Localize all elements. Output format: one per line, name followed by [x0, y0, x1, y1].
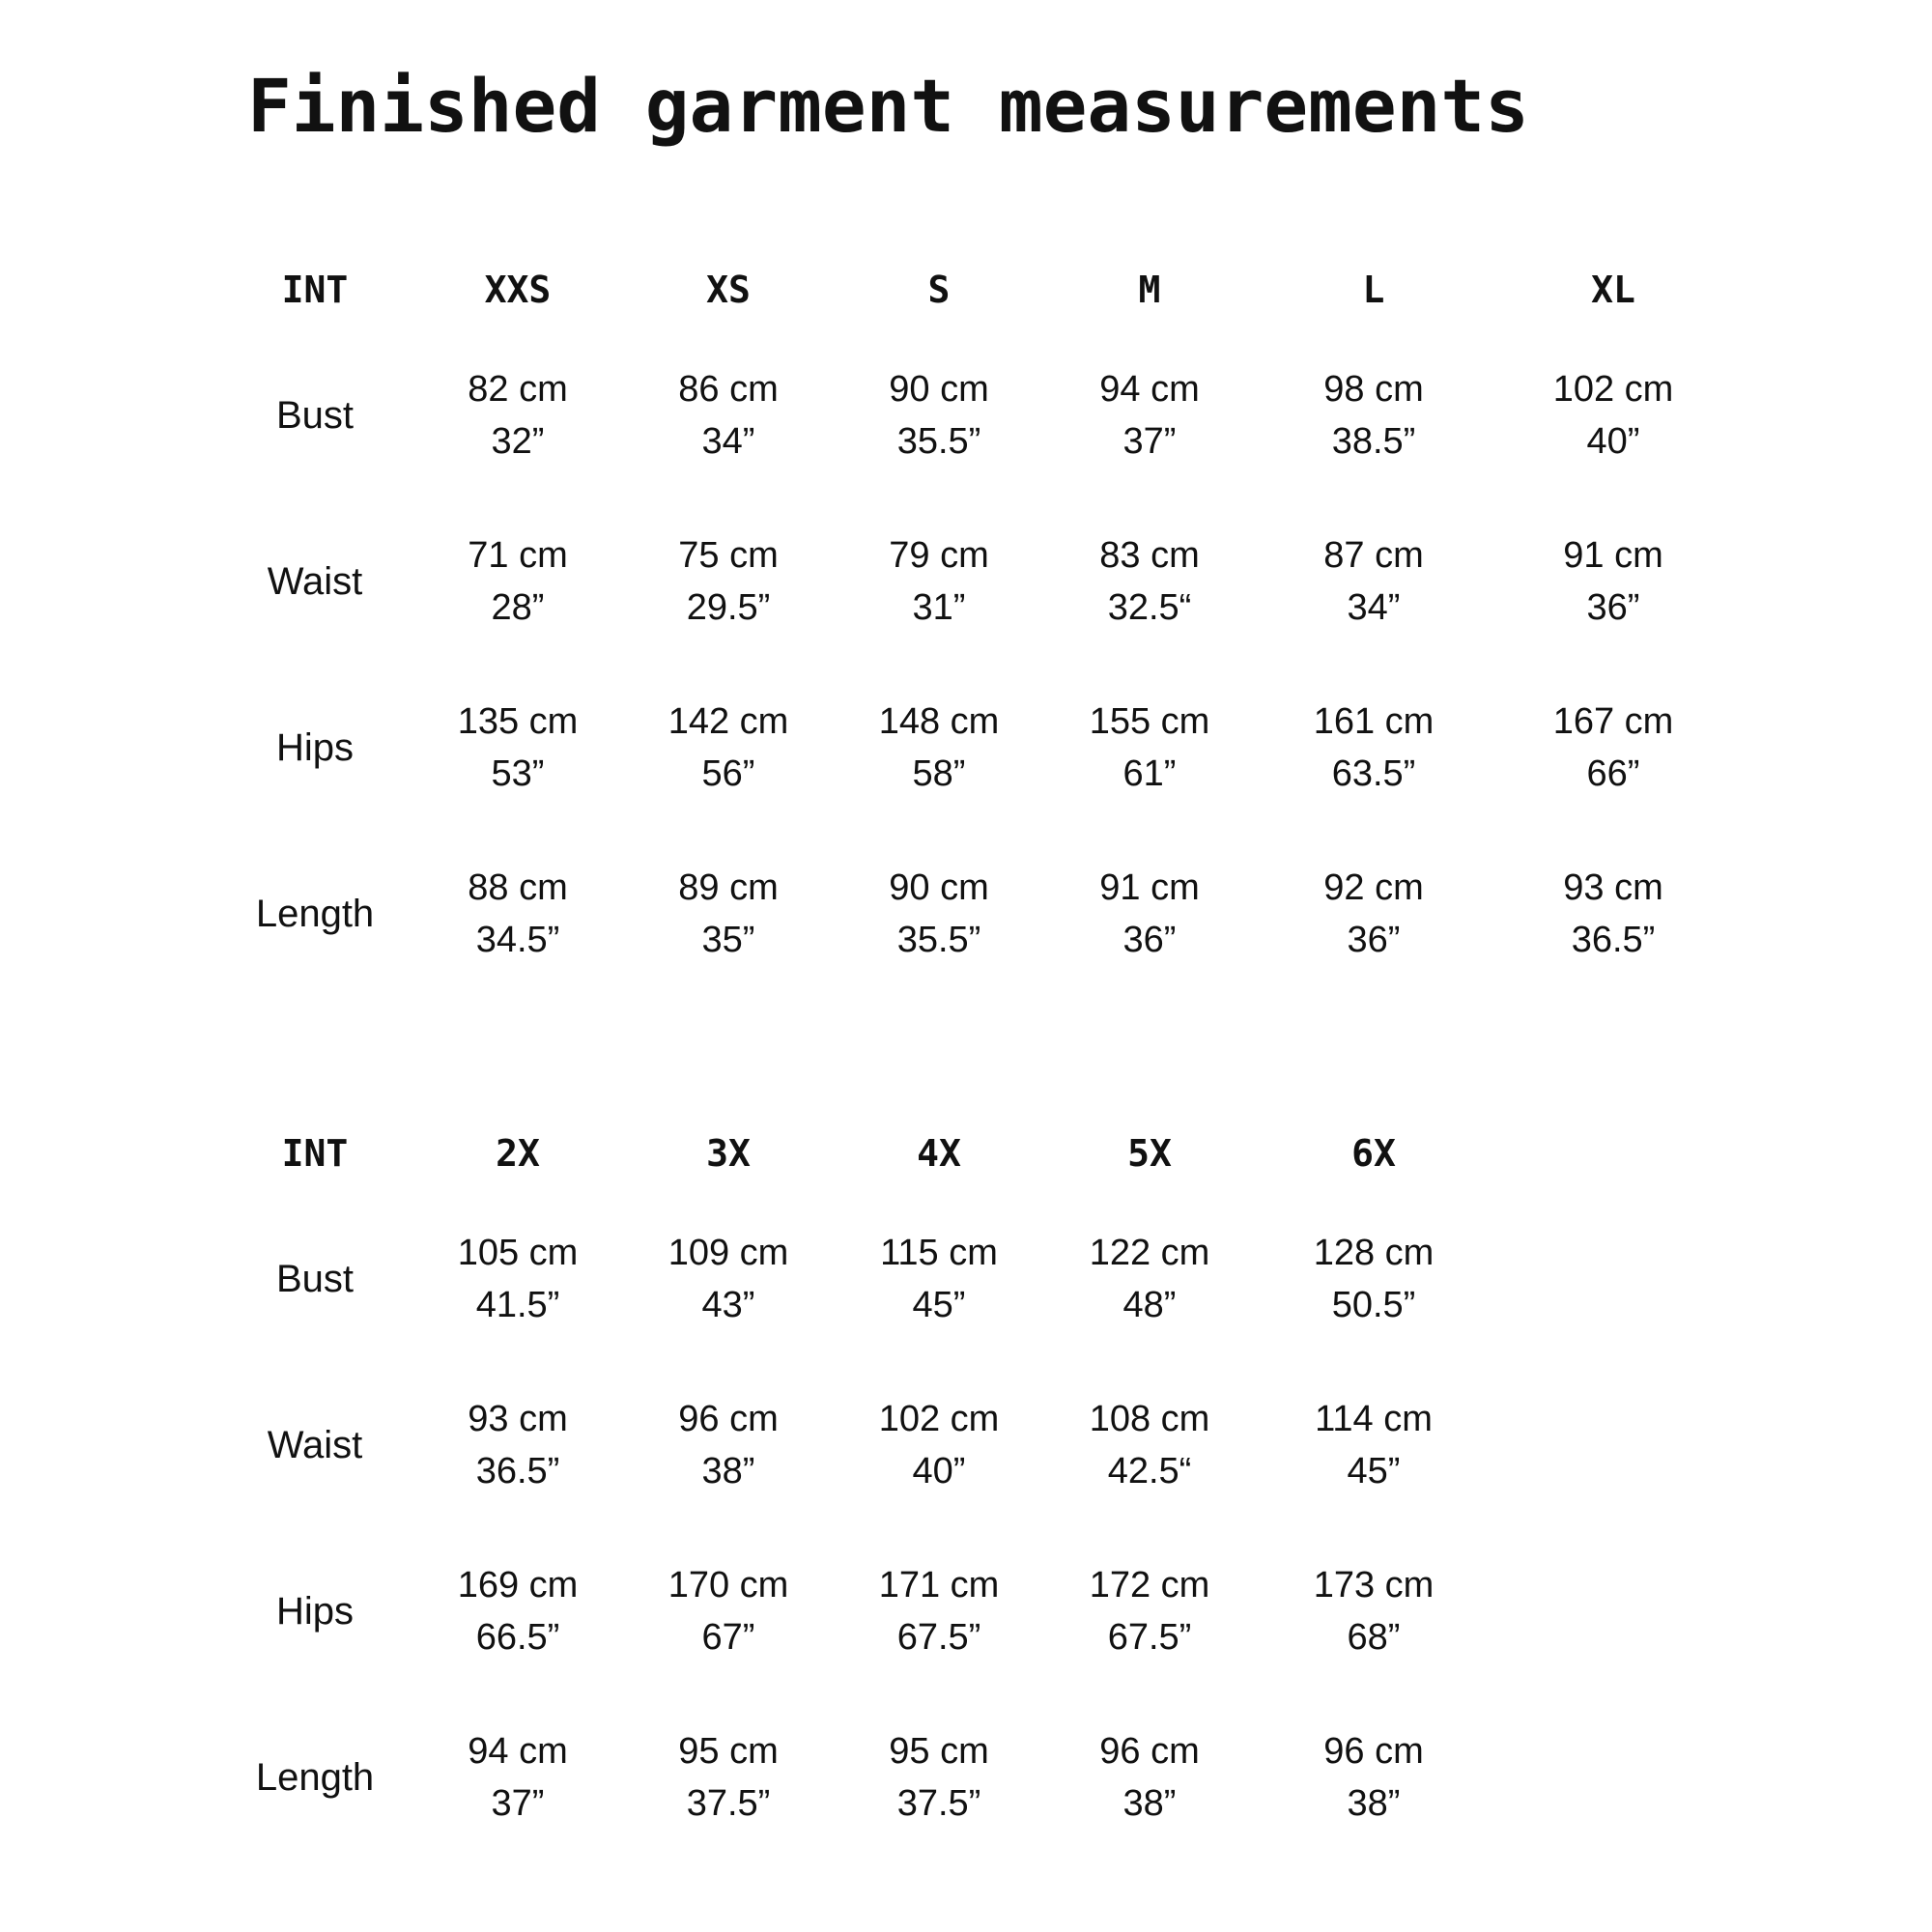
- cm-value: 86 cm: [678, 369, 779, 410]
- inch-value: 66”: [1586, 753, 1640, 794]
- measurement-cell: [823, 1378, 1055, 1513]
- measurement-cell: [1258, 1710, 1490, 1845]
- inch-value: 63.5”: [1331, 753, 1416, 794]
- measurement-cell: [1258, 680, 1490, 815]
- cm-value: 82 cm: [468, 369, 568, 410]
- measurement-cell: [1034, 1710, 1265, 1845]
- cm-value: 75 cm: [678, 535, 779, 576]
- inch-value: 48”: [1122, 1285, 1177, 1325]
- header-cell-size: 6X: [1351, 1132, 1396, 1175]
- cm-value: 167 cm: [1552, 701, 1674, 742]
- header-cell-size: 2X: [496, 1132, 540, 1175]
- table-row-bust: [0, 1211, 1932, 1347]
- header-cell-int: INT: [281, 269, 349, 311]
- inch-value: 67.5”: [896, 1617, 981, 1658]
- cm-value: 94 cm: [468, 1731, 568, 1772]
- measurement-cell: [612, 514, 844, 649]
- measurement-cell: [612, 1378, 844, 1513]
- page-title: Finished garment measurements: [247, 63, 1529, 149]
- measurement-cell: [1034, 680, 1265, 815]
- inch-value: 38.5”: [1331, 421, 1416, 462]
- inch-value: 34”: [1347, 587, 1401, 628]
- cm-value: 93 cm: [1563, 867, 1663, 908]
- cm-value: 171 cm: [878, 1565, 1000, 1605]
- inch-value: 36.5”: [1571, 920, 1656, 960]
- measurement-cell: [1497, 846, 1729, 981]
- inch-value: 35.5”: [896, 920, 981, 960]
- measurement-cell: [823, 348, 1055, 483]
- cm-value: 122 cm: [1089, 1233, 1210, 1273]
- measurement-cell: [402, 1378, 634, 1513]
- header-cell-size: 4X: [917, 1132, 961, 1175]
- table-row-waist: [0, 1378, 1932, 1513]
- cm-value: 95 cm: [678, 1731, 779, 1772]
- cm-value: 71 cm: [468, 535, 568, 576]
- cm-value: 115 cm: [880, 1233, 998, 1273]
- measurement-cell: [402, 846, 634, 981]
- measurement-cell: [823, 514, 1055, 649]
- cm-value: 128 cm: [1313, 1233, 1435, 1273]
- inch-value: 36.5”: [475, 1451, 560, 1492]
- cm-value: 91 cm: [1099, 867, 1200, 908]
- cm-value: 90 cm: [889, 369, 989, 410]
- row-label: Bust: [275, 1258, 355, 1300]
- measurement-cell: [1034, 1378, 1265, 1513]
- row-label: Waist: [267, 1424, 363, 1466]
- header-cell-size: XL: [1591, 269, 1635, 311]
- measurement-cell: [1034, 1544, 1265, 1679]
- inch-value: 41.5”: [475, 1285, 560, 1325]
- inch-value: 34”: [701, 421, 755, 462]
- measurement-cell: [1034, 348, 1265, 483]
- cm-value: 108 cm: [1089, 1399, 1210, 1439]
- cm-value: 114 cm: [1315, 1399, 1433, 1439]
- table-row-bust: [0, 348, 1932, 483]
- inch-value: 35”: [701, 920, 755, 960]
- inch-value: 67”: [701, 1617, 755, 1658]
- row-label: Length: [255, 893, 375, 935]
- inch-value: 40”: [1586, 421, 1640, 462]
- inch-value: 36”: [1347, 920, 1401, 960]
- header-cell-size: 3X: [706, 1132, 751, 1175]
- inch-value: 36”: [1122, 920, 1177, 960]
- table-header-row: [0, 242, 1932, 338]
- measurement-cell: [1258, 1378, 1490, 1513]
- table-row-length: [0, 1710, 1932, 1845]
- inch-value: 43”: [701, 1285, 755, 1325]
- cm-value: 172 cm: [1089, 1565, 1210, 1605]
- measurement-cell: [402, 348, 634, 483]
- cm-value: 109 cm: [668, 1233, 789, 1273]
- measurement-cell: [823, 1710, 1055, 1845]
- cm-value: 93 cm: [468, 1399, 568, 1439]
- cm-value: 96 cm: [1323, 1731, 1424, 1772]
- measurement-cell: [612, 348, 844, 483]
- cm-value: 95 cm: [889, 1731, 989, 1772]
- inch-value: 45”: [1347, 1451, 1401, 1492]
- cm-value: 83 cm: [1099, 535, 1200, 576]
- inch-value: 37”: [1122, 421, 1177, 462]
- measurement-cell: [823, 846, 1055, 981]
- measurement-cell: [1034, 846, 1265, 981]
- inch-value: 58”: [912, 753, 966, 794]
- cm-value: 91 cm: [1563, 535, 1663, 576]
- inch-value: 45”: [912, 1285, 966, 1325]
- inch-value: 37.5”: [686, 1783, 771, 1824]
- inch-value: 38”: [701, 1451, 755, 1492]
- cm-value: 102 cm: [878, 1399, 1000, 1439]
- cm-value: 170 cm: [668, 1565, 789, 1605]
- inch-value: 56”: [701, 753, 755, 794]
- measurement-cell: [1258, 514, 1490, 649]
- measurement-cell: [1034, 514, 1265, 649]
- measurement-cell: [1497, 348, 1729, 483]
- measurement-cell: [402, 1710, 634, 1845]
- measurement-cell: [823, 680, 1055, 815]
- cm-value: 105 cm: [457, 1233, 579, 1273]
- header-cell-size: 5X: [1127, 1132, 1172, 1175]
- measurement-cell: [1497, 514, 1729, 649]
- measurement-cell: [612, 1211, 844, 1347]
- cm-value: 94 cm: [1099, 369, 1200, 410]
- inch-value: 40”: [912, 1451, 966, 1492]
- inch-value: 28”: [491, 587, 545, 628]
- inch-value: 38”: [1347, 1783, 1401, 1824]
- header-cell-size: XS: [706, 269, 751, 311]
- cm-value: 102 cm: [1552, 369, 1674, 410]
- header-cell-size: S: [927, 269, 951, 311]
- measurement-cell: [823, 1544, 1055, 1679]
- cm-value: 161 cm: [1313, 701, 1435, 742]
- cm-value: 155 cm: [1089, 701, 1210, 742]
- table-row-hips: [0, 680, 1932, 815]
- inch-value: 34.5”: [475, 920, 560, 960]
- measurement-cell: [612, 1710, 844, 1845]
- cm-value: 135 cm: [457, 701, 579, 742]
- inch-value: 53”: [491, 753, 545, 794]
- inch-value: 32”: [491, 421, 545, 462]
- cm-value: 98 cm: [1323, 369, 1424, 410]
- measurement-cell: [823, 1211, 1055, 1347]
- measurement-cell: [612, 680, 844, 815]
- measurement-cell: [1258, 348, 1490, 483]
- cm-value: 169 cm: [457, 1565, 579, 1605]
- inch-value: 35.5”: [896, 421, 981, 462]
- inch-value: 67.5”: [1107, 1617, 1192, 1658]
- inch-value: 50.5”: [1331, 1285, 1416, 1325]
- table-header-row: [0, 1105, 1932, 1202]
- inch-value: 68”: [1347, 1617, 1401, 1658]
- cm-value: 90 cm: [889, 867, 989, 908]
- measurement-cell: [1258, 1211, 1490, 1347]
- cm-value: 148 cm: [878, 701, 1000, 742]
- cm-value: 79 cm: [889, 535, 989, 576]
- table-row-waist: [0, 514, 1932, 649]
- measurement-cell: [612, 846, 844, 981]
- inch-value: 42.5“: [1107, 1451, 1192, 1492]
- header-cell-size: L: [1362, 269, 1385, 311]
- inch-value: 36”: [1586, 587, 1640, 628]
- measurement-cell: [402, 1544, 634, 1679]
- inch-value: 37”: [491, 1783, 545, 1824]
- cm-value: 96 cm: [1099, 1731, 1200, 1772]
- cm-value: 89 cm: [678, 867, 779, 908]
- measurement-cell: [1258, 1544, 1490, 1679]
- row-label: Bust: [275, 394, 355, 437]
- measurement-cell: [1034, 1211, 1265, 1347]
- header-cell-size: XXS: [484, 269, 552, 311]
- inch-value: 29.5”: [686, 587, 771, 628]
- inch-value: 31”: [912, 587, 966, 628]
- inch-value: 32.5“: [1107, 587, 1192, 628]
- inch-value: 37.5”: [896, 1783, 981, 1824]
- table-row-hips: [0, 1544, 1932, 1679]
- cm-value: 92 cm: [1323, 867, 1424, 908]
- measurement-cell: [1258, 846, 1490, 981]
- inch-value: 66.5”: [475, 1617, 560, 1658]
- inch-value: 38”: [1122, 1783, 1177, 1824]
- cm-value: 88 cm: [468, 867, 568, 908]
- header-cell-size: M: [1138, 269, 1161, 311]
- row-label: Length: [255, 1756, 375, 1799]
- cm-value: 142 cm: [668, 701, 789, 742]
- row-label: Hips: [275, 726, 355, 769]
- measurement-cell: [402, 514, 634, 649]
- measurement-cell: [402, 680, 634, 815]
- row-label: Waist: [267, 560, 363, 603]
- cm-value: 96 cm: [678, 1399, 779, 1439]
- table-row-length: [0, 846, 1932, 981]
- row-label: Hips: [275, 1590, 355, 1633]
- header-cell-int: INT: [281, 1132, 349, 1175]
- measurement-cell: [1497, 680, 1729, 815]
- cm-value: 173 cm: [1313, 1565, 1435, 1605]
- inch-value: 61”: [1122, 753, 1177, 794]
- cm-value: 87 cm: [1323, 535, 1424, 576]
- measurement-cell: [612, 1544, 844, 1679]
- measurement-cell: [402, 1211, 634, 1347]
